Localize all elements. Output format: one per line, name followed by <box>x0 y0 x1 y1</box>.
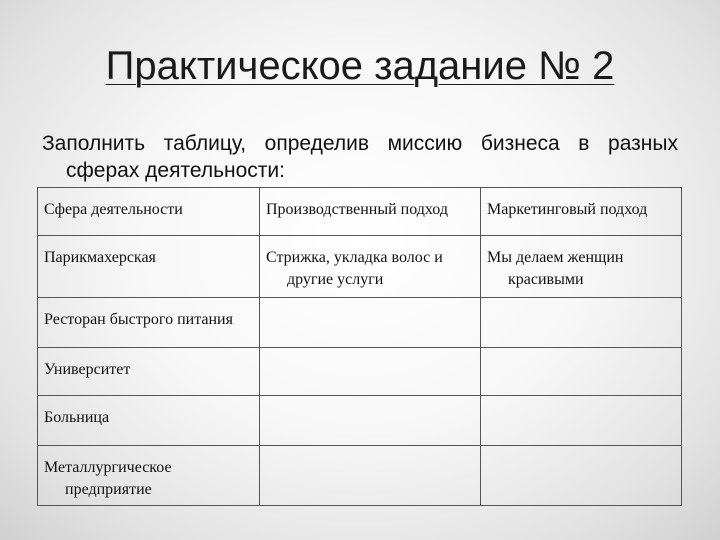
table-row <box>38 446 682 506</box>
table-cell: Мы делаем женщин красивыми <box>481 236 682 298</box>
table-cell: Парикмахерская <box>38 236 260 298</box>
table-cell <box>481 446 682 506</box>
table-cell <box>481 348 682 396</box>
table-row <box>38 396 682 446</box>
slide-title: Практическое задание № 2 <box>105 44 615 88</box>
table-cell: Маркетинговый подход <box>481 188 682 236</box>
table-row <box>38 298 682 348</box>
table-cell: Университет <box>38 348 260 396</box>
table-cell <box>260 348 481 396</box>
table-row <box>38 348 682 396</box>
table-cell <box>260 298 481 348</box>
table-cell <box>481 298 682 348</box>
mission-table <box>37 187 682 506</box>
table-cell: Металлургическое предприятие <box>38 446 260 506</box>
table-cell: Стрижка, укладка волос и другие услуги <box>260 236 481 298</box>
task-description: Заполнить таблицу, определив миссию бизнеса в разных сферах деятельности: <box>42 132 678 182</box>
table-row <box>38 236 682 298</box>
table-cell <box>260 446 481 506</box>
table-cell: Сфера деятельности <box>38 188 260 236</box>
table-header-row <box>38 188 682 236</box>
table-cell: Ресторан быстрого питания <box>38 298 260 348</box>
table-cell <box>481 396 682 446</box>
table-cell: Производственный подход <box>260 188 481 236</box>
table-cell: Больница <box>38 396 260 446</box>
table-cell <box>260 396 481 446</box>
